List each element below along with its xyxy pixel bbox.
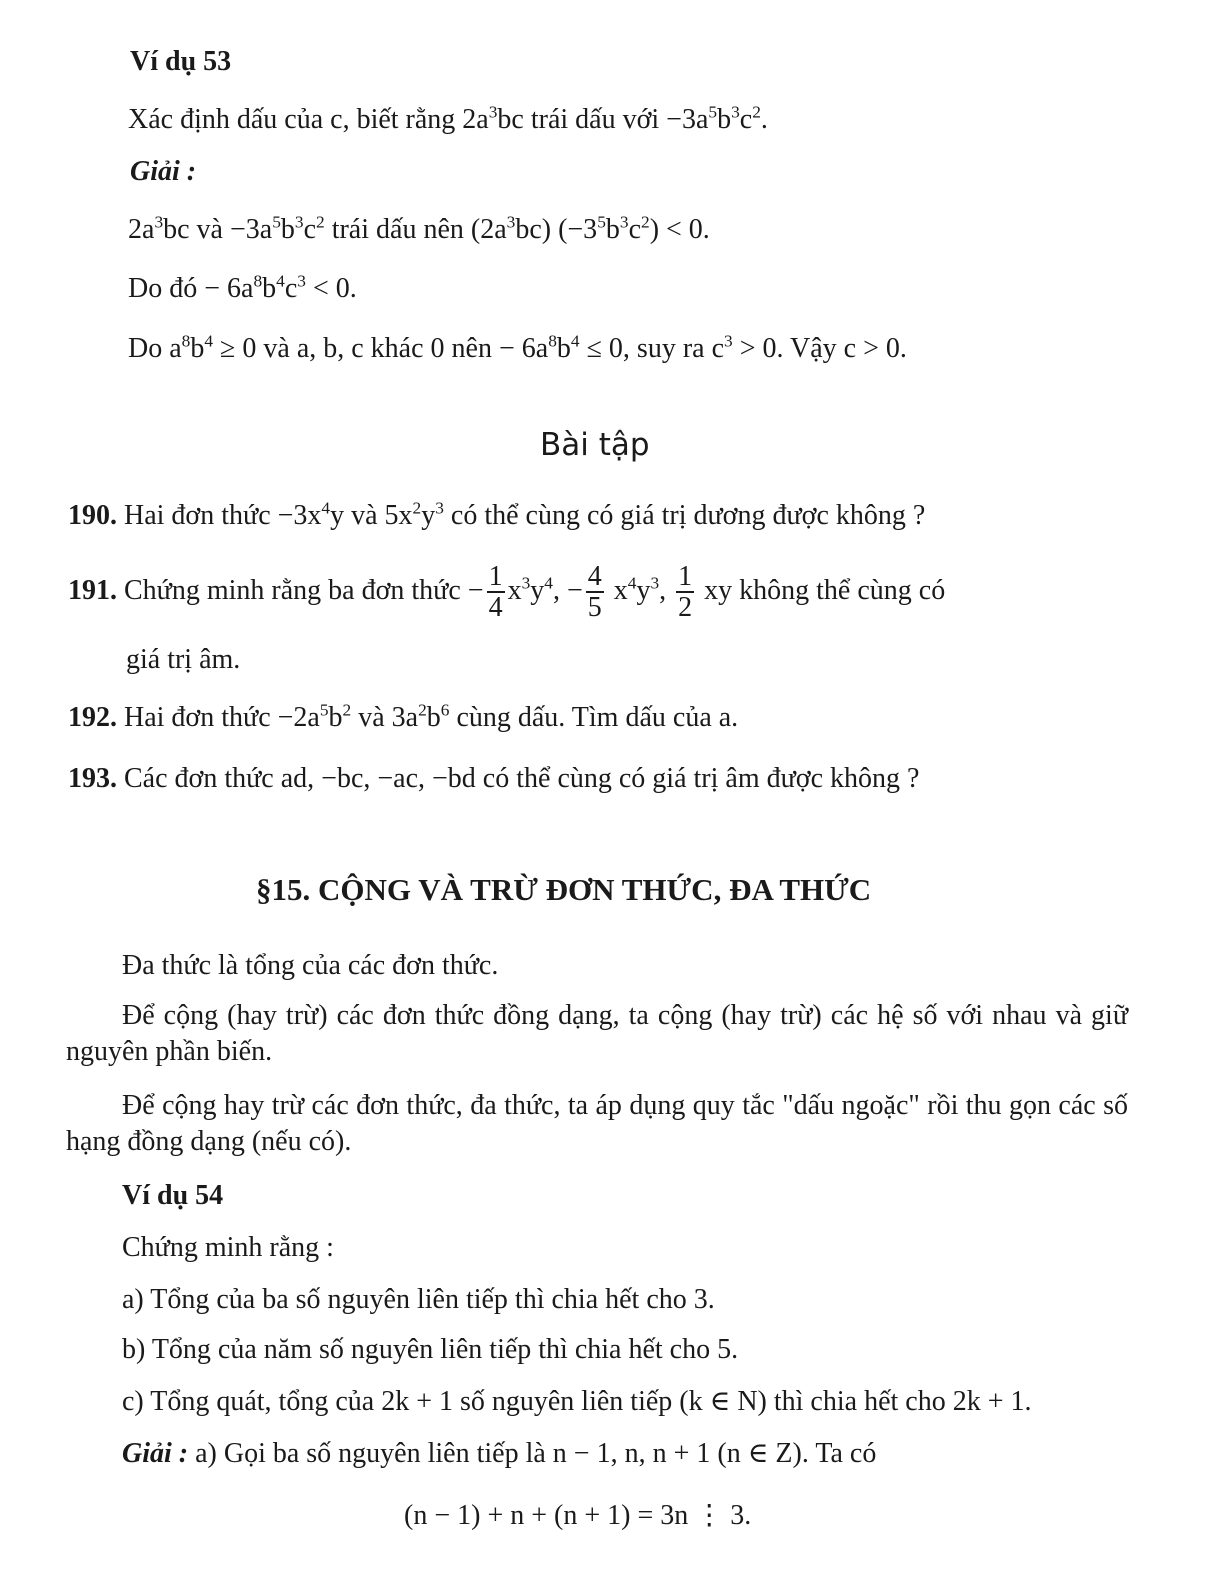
example-54-intro: Chứng minh rằng : (122, 1232, 334, 1263)
example-53-solution-line-1: $2a^3bc$ và $-3a^5b^3c^2$ trái dấu nên $(2a^3bc) (-3^5b^3c^2) < 0$. (128, 212, 710, 245)
section-15-title: §15. CỘNG VÀ TRỪ ĐƠN THỨC, ĐA THỨC (256, 872, 872, 907)
example-54-solution-a: a) Gọi ba số nguyên liên tiếp là n − 1, n, n + 1 (n ∈ Z). Ta có (195, 1438, 877, 1469)
example-54-solution-label: Giải : (122, 1438, 189, 1469)
exercises-heading: Bài tập (540, 427, 650, 463)
exercise-number: 190. (68, 500, 117, 531)
section-15-paragraph-2: Để cộng (hay trừ) các đơn thức đồng dạng, ta cộng (hay trừ) các hệ số với nhau và giữ nguyên phần biến. (66, 1000, 1128, 1068)
example-54-formula: (n − 1) + n + (n + 1) = 3n ⋮ 3. (404, 1500, 752, 1531)
exercise-192: 192. Hai đơn thức $-2a^5b^2$ và $3a^2b^6$ cùng dấu. Tìm dấu của a. (68, 700, 739, 733)
example-54-solution (122, 1438, 876, 1470)
example-54-part-c: c) Tổng quát, tổng của 2k + 1 số nguyên liên tiếp (k ∈ N) thì chia hết cho 2k + 1. (122, 1386, 1032, 1417)
problem-text: Xác định dấu của c, biết rằng $2a^3bc$ trái dấu với $-3a^5b^3c^2$. (128, 102, 768, 135)
example-53-problem (128, 104, 768, 136)
section-15-paragraph-1: Đa thức là tổng của các đơn thức. (122, 950, 499, 981)
exercise-193: 193. Các đơn thức ad, −bc, −ac, −bd có thể cùng có giá trị âm được không ? (68, 763, 920, 794)
example-53-solution-line-3: Do $a^8b^4 \ge 0$ và a, b, c khác 0 nên − $6a^8b^4 \le 0$, suy ra $c^3 > 0$. Vậy c > 0. (128, 331, 907, 364)
exercise-number: 192. (68, 702, 117, 733)
example-54-part-b: b) Tổng của năm số nguyên liên tiếp thì chia hết cho 5. (122, 1334, 739, 1365)
example-53-solution-line-2: Do đó − $6a^8b^4c^3 < 0$. (128, 271, 357, 304)
example-53-title: Ví dụ 53 (130, 46, 232, 77)
exercise-191-continued: giá trị âm. (126, 644, 241, 675)
exercise-190: 190. Hai đơn thức $-3x^4y$ và $5x^2y^3$ có thể cùng có giá trị dương được không ? (68, 498, 926, 531)
exercise-191: 191. Chứng minh rằng ba đơn thức − $\frac{1}{4}$ $x^3y^4$, − $\frac{4}{5}$ $x^4y^3$, $\frac{1}{2}$ xy không thể cùng có (68, 561, 946, 624)
exercise-number: 191. (68, 574, 117, 606)
section-15-paragraph-3: Để cộng hay trừ các đơn thức, đa thức, ta áp dụng quy tắc "dấu ngoặc" rồi thu gọn các số hạng đồng dạng (nếu có). (66, 1090, 1128, 1158)
exercise-number: 193. (68, 763, 117, 794)
example-53-solution-label: Giải : (130, 156, 197, 187)
example-54-part-a: a) Tổng của ba số nguyên liên tiếp thì chia hết cho 3. (122, 1284, 715, 1315)
example-54-title: Ví dụ 54 (122, 1180, 224, 1211)
